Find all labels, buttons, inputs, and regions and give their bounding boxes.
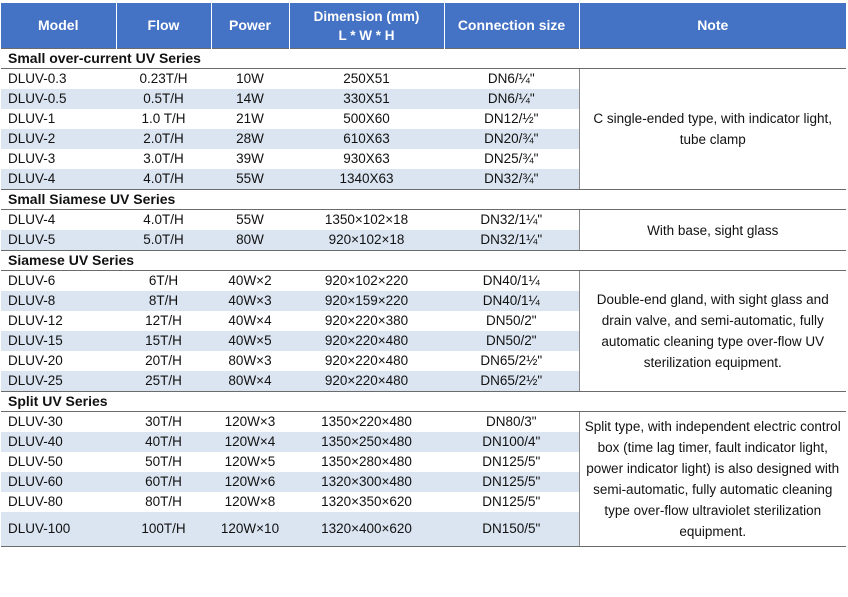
cell-flow: 12T/H [116,311,211,331]
table-body [1,49,846,547]
cell-model: DLUV-30 [1,412,116,433]
section-header [1,251,846,271]
section-header [1,49,846,69]
cell-flow: 50T/H [116,452,211,472]
cell-dimension: 1320×300×480 [289,472,444,492]
section-title: Small over-current UV Series [1,49,846,69]
cell-power: 120W×8 [211,492,289,512]
cell-connection: DN20/¾" [444,129,579,149]
cell-power: 120W×4 [211,432,289,452]
table-row [1,69,846,90]
uv-spec-table [1,3,846,547]
cell-power: 21W [211,109,289,129]
cell-power: 80W×3 [211,351,289,371]
cell-dimension: 250X51 [289,69,444,90]
cell-connection: DN65/2½" [444,371,579,392]
section-note: C single-ended type, with indicator light, tube clamp [579,69,846,190]
table-row [1,412,846,433]
cell-connection: DN150/5" [444,512,579,547]
cell-dimension: 1350×280×480 [289,452,444,472]
cell-connection: DN50/2" [444,331,579,351]
cell-connection: DN40/1¼ [444,291,579,311]
cell-model: DLUV-12 [1,311,116,331]
cell-model: DLUV-0.3 [1,69,116,90]
cell-model: DLUV-60 [1,472,116,492]
section-title: Siamese UV Series [1,251,846,271]
cell-flow: 20T/H [116,351,211,371]
header-row [1,3,846,49]
cell-flow: 8T/H [116,291,211,311]
cell-flow: 60T/H [116,472,211,492]
cell-connection: DN6/¼" [444,69,579,90]
cell-power: 40W×5 [211,331,289,351]
cell-power: 10W [211,69,289,90]
cell-dimension: 920×102×220 [289,271,444,292]
cell-model: DLUV-1 [1,109,116,129]
cell-flow: 1.0 T/H [116,109,211,129]
cell-power: 40W×4 [211,311,289,331]
cell-model: DLUV-3 [1,149,116,169]
cell-model: DLUV-20 [1,351,116,371]
cell-power: 120W×6 [211,472,289,492]
cell-dimension: 500X60 [289,109,444,129]
cell-model: DLUV-2 [1,129,116,149]
cell-power: 55W [211,210,289,231]
header-connection: Connection size [444,3,579,49]
header-dimension-line2: L * W * H [338,27,395,43]
cell-connection: DN125/5" [444,472,579,492]
cell-dimension: 1340X63 [289,169,444,190]
section-header [1,392,846,412]
cell-dimension: 930X63 [289,149,444,169]
cell-flow: 3.0T/H [116,149,211,169]
cell-dimension: 330X51 [289,89,444,109]
cell-flow: 2.0T/H [116,129,211,149]
cell-power: 80W [211,230,289,251]
header-power: Power [211,3,289,49]
header-model: Model [1,3,116,49]
cell-dimension: 1350×102×18 [289,210,444,231]
cell-power: 40W×3 [211,291,289,311]
cell-dimension: 1320×350×620 [289,492,444,512]
section-note: Double-end gland, with sight glass and drain valve, and semi-automatic, fully automatic cleaning type over-flow UV sterilization equipment. [579,271,846,392]
cell-connection: DN32/¾" [444,169,579,190]
cell-power: 80W×4 [211,371,289,392]
cell-model: DLUV-4 [1,169,116,190]
cell-flow: 4.0T/H [116,169,211,190]
header-dimension [289,3,444,49]
section-note: Split type, with independent electric control box (time lag timer, fault indicator light, power indicator light) is also designed with semi-automatic, fully automatic cleaning type over-flow ultraviolet sterilization equipment. [579,412,846,547]
cell-dimension: 1320×400×620 [289,512,444,547]
header-note: Note [579,3,846,49]
cell-flow: 4.0T/H [116,210,211,231]
cell-connection: DN12/½" [444,109,579,129]
cell-model: DLUV-40 [1,432,116,452]
cell-dimension: 920×220×480 [289,371,444,392]
cell-power: 40W×2 [211,271,289,292]
cell-model: DLUV-6 [1,271,116,292]
cell-model: DLUV-100 [1,512,116,547]
cell-power: 120W×10 [211,512,289,547]
section-note: With base, sight glass [579,210,846,251]
cell-power: 120W×3 [211,412,289,433]
cell-connection: DN25/¾" [444,149,579,169]
cell-model: DLUV-25 [1,371,116,392]
cell-flow: 15T/H [116,331,211,351]
cell-dimension: 920×159×220 [289,291,444,311]
cell-connection: DN100/4" [444,432,579,452]
cell-flow: 0.23T/H [116,69,211,90]
cell-connection: DN32/1¼" [444,210,579,231]
cell-dimension: 920×220×480 [289,331,444,351]
cell-connection: DN32/1¼" [444,230,579,251]
cell-connection: DN40/1¼ [444,271,579,292]
cell-flow: 25T/H [116,371,211,392]
cell-model: DLUV-15 [1,331,116,351]
cell-dimension: 920×220×480 [289,351,444,371]
cell-power: 55W [211,169,289,190]
cell-dimension: 920×102×18 [289,230,444,251]
cell-model: DLUV-5 [1,230,116,251]
section-header [1,190,846,210]
cell-model: DLUV-80 [1,492,116,512]
table-row [1,271,846,292]
cell-model: DLUV-4 [1,210,116,231]
cell-connection: DN125/5" [444,492,579,512]
cell-flow: 5.0T/H [116,230,211,251]
cell-flow: 0.5T/H [116,89,211,109]
cell-model: DLUV-0.5 [1,89,116,109]
cell-flow: 6T/H [116,271,211,292]
header-flow: Flow [116,3,211,49]
cell-connection: DN65/2½" [444,351,579,371]
cell-model: DLUV-8 [1,291,116,311]
cell-model: DLUV-50 [1,452,116,472]
cell-flow: 80T/H [116,492,211,512]
section-title: Split UV Series [1,392,846,412]
cell-connection: DN125/5" [444,452,579,472]
table-row [1,210,846,231]
cell-flow: 100T/H [116,512,211,547]
header-dimension-line1: Dimension (mm) [313,8,420,24]
cell-connection: DN50/2" [444,311,579,331]
cell-power: 14W [211,89,289,109]
cell-power: 39W [211,149,289,169]
cell-connection: DN6/¼" [444,89,579,109]
cell-power: 28W [211,129,289,149]
cell-dimension: 1350×220×480 [289,412,444,433]
cell-flow: 40T/H [116,432,211,452]
cell-dimension: 920×220×380 [289,311,444,331]
cell-flow: 30T/H [116,412,211,433]
cell-dimension: 610X63 [289,129,444,149]
cell-connection: DN80/3" [444,412,579,433]
section-title: Small Siamese UV Series [1,190,846,210]
cell-power: 120W×5 [211,452,289,472]
cell-dimension: 1350×250×480 [289,432,444,452]
